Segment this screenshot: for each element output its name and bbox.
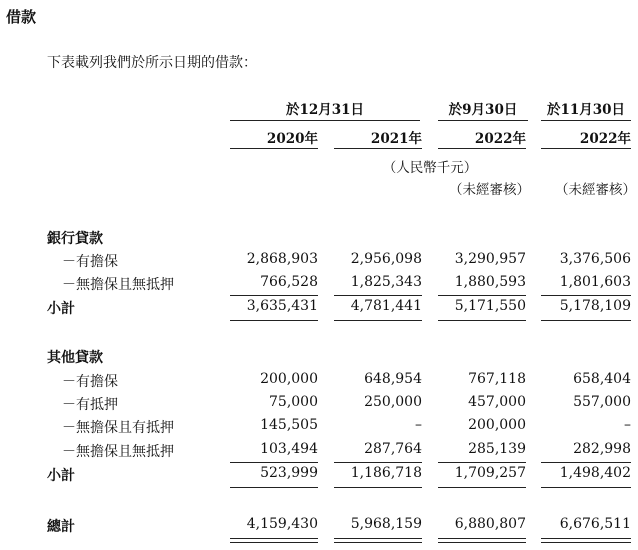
subtotal-label: 小計 (47, 301, 75, 317)
total-double-rule (541, 542, 631, 543)
unaudited-note-sep: （未經審核） (449, 182, 530, 198)
cell-value: 3,290,957 (454, 251, 526, 267)
subtotal-value: 4,781,441 (350, 298, 422, 314)
cell-value: 1,801,603 (559, 274, 631, 290)
other-bottom-rule (541, 487, 631, 488)
header-year-2022-nov: 2022年 (579, 131, 631, 147)
header-year-2021-rule (334, 148, 422, 149)
cell-value: 103,494 (260, 441, 318, 457)
cell-value: 2,956,098 (350, 251, 422, 267)
unit-note: （人民幣千元） (382, 160, 478, 176)
other-subtotal-rule (334, 462, 422, 463)
header-year-2022-sep: 2022年 (474, 131, 526, 147)
subtotal-value: 5,171,550 (454, 298, 526, 314)
subtotal-value: 523,999 (260, 465, 318, 481)
subtotal-value: 1,709,257 (454, 465, 526, 481)
bank-bottom-rule (334, 320, 422, 321)
cell-value: – (415, 417, 422, 433)
bank-bottom-rule (438, 320, 526, 321)
subtotal-label: 小計 (47, 468, 75, 484)
row-label: －有擔保 (62, 374, 118, 390)
intro-text: 下表載列我們於所示日期的借款： (47, 55, 257, 71)
row-label: －無擔保且無抵押 (62, 444, 174, 460)
other-subtotal-rule (230, 462, 318, 463)
total-value: 4,159,430 (246, 516, 318, 532)
header-group-sep30: 於9月30日 (448, 102, 518, 118)
row-label: －有抵押 (62, 397, 118, 413)
total-double-rule (334, 538, 422, 539)
cell-value: 557,000 (573, 394, 631, 410)
cell-value: 1,880,593 (454, 274, 526, 290)
cell-value: 200,000 (468, 417, 526, 433)
header-group-dec31: 於12月31日 (285, 102, 365, 118)
total-double-rule (438, 542, 526, 543)
header-group-sep30-rule (438, 120, 528, 121)
cell-value: 2,868,903 (246, 251, 318, 267)
total-double-rule (541, 538, 631, 539)
bank-subtotal-rule (230, 295, 318, 296)
cell-value: 75,000 (269, 394, 318, 410)
bank-bottom-rule (230, 320, 318, 321)
cell-value: 287,764 (364, 441, 422, 457)
total-value: 6,676,511 (559, 516, 631, 532)
cell-value: 145,505 (260, 417, 318, 433)
unaudited-note-nov: （未經審核） (555, 182, 636, 198)
cell-value: 285,139 (468, 441, 526, 457)
page-title: 借款 (6, 8, 37, 26)
header-year-2022-sep-rule (438, 148, 526, 149)
subtotal-value: 1,498,402 (559, 465, 631, 481)
total-value: 6,880,807 (454, 516, 526, 532)
bank-bottom-rule (541, 320, 631, 321)
bank-subtotal-rule (438, 295, 526, 296)
row-label: －有擔保 (62, 254, 118, 270)
other-bottom-rule (230, 487, 318, 488)
total-double-rule (438, 538, 526, 539)
subtotal-value: 1,186,718 (350, 465, 422, 481)
header-year-2020-rule (230, 148, 318, 149)
header-group-nov30-rule (541, 120, 631, 121)
cell-value: 1,825,343 (350, 274, 422, 290)
cell-value: – (624, 417, 631, 433)
section-other-loans: 其他貸款 (47, 350, 103, 366)
header-year-2022-nov-rule (541, 148, 631, 149)
other-bottom-rule (334, 487, 422, 488)
cell-value: 767,118 (468, 371, 526, 387)
other-subtotal-rule (541, 462, 631, 463)
total-double-rule (230, 542, 318, 543)
bank-subtotal-rule (541, 295, 631, 296)
total-label: 總計 (47, 519, 75, 535)
header-group-nov30: 於11月30日 (546, 102, 626, 118)
subtotal-value: 3,635,431 (246, 298, 318, 314)
other-bottom-rule (438, 487, 526, 488)
total-double-rule (230, 538, 318, 539)
cell-value: 282,998 (573, 441, 631, 457)
row-label: －無擔保且無抵押 (62, 277, 174, 293)
cell-value: 648,954 (364, 371, 422, 387)
bank-subtotal-rule (334, 295, 422, 296)
total-value: 5,968,159 (350, 516, 422, 532)
header-year-2021: 2021年 (370, 131, 422, 147)
header-group-dec31-rule (230, 120, 420, 121)
header-year-2020: 2020年 (266, 131, 318, 147)
cell-value: 250,000 (364, 394, 422, 410)
subtotal-value: 5,178,109 (559, 298, 631, 314)
cell-value: 658,404 (573, 371, 631, 387)
cell-value: 200,000 (260, 371, 318, 387)
row-label: －無擔保且有抵押 (62, 420, 174, 436)
total-double-rule (334, 542, 422, 543)
cell-value: 457,000 (468, 394, 526, 410)
cell-value: 766,528 (260, 274, 318, 290)
other-subtotal-rule (438, 462, 526, 463)
cell-value: 3,376,506 (559, 251, 631, 267)
section-bank-loans: 銀行貸款 (47, 231, 103, 247)
